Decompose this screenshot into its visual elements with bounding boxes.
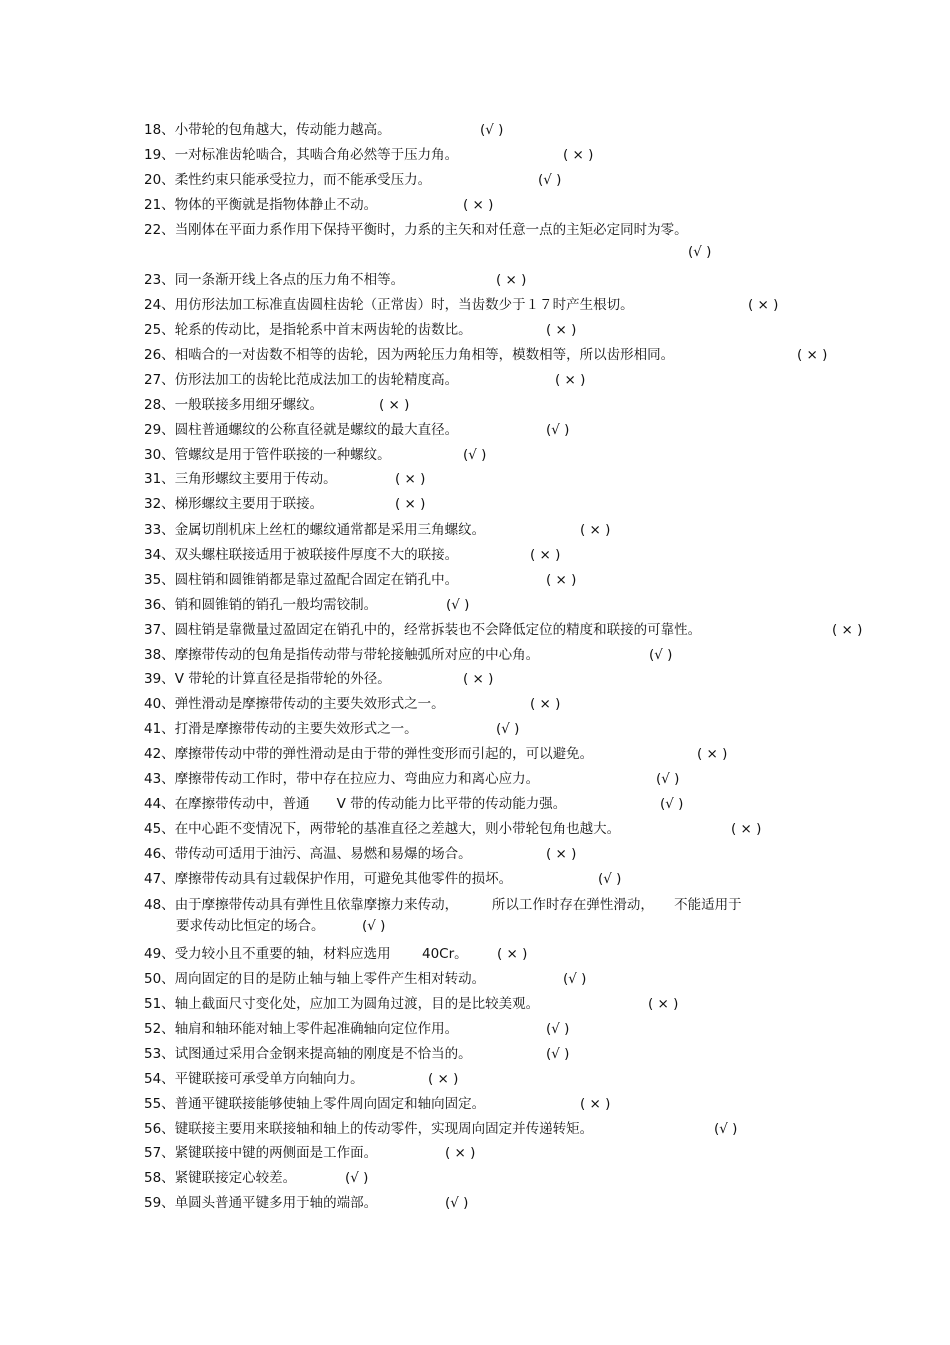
question-text: 轴上截面尺寸变化处，应加工为圆角过渡，目的是比较美观。 bbox=[174, 996, 540, 1012]
question-item bbox=[144, 421, 458, 439]
answer-mark: ( × ) bbox=[445, 1145, 476, 1161]
question-text: 普通平键联接能够使轴上零件周向固定和轴向固定。 bbox=[174, 1096, 486, 1112]
question-number: 31、 bbox=[144, 471, 175, 487]
question-item bbox=[144, 396, 323, 414]
question-item bbox=[144, 146, 458, 164]
question-text: 周向固定的目的是防止轴与轴上零件产生相对转动。 bbox=[174, 971, 486, 987]
question-number: 38、 bbox=[144, 647, 175, 663]
question-text: 圆柱普通螺纹的公称直径就是螺纹的最大直径。 bbox=[174, 422, 459, 438]
answer-mark: ( × ) bbox=[832, 622, 863, 638]
answer-mark: (√ ) bbox=[546, 422, 570, 438]
answer-mark: ( × ) bbox=[580, 522, 611, 538]
question-item bbox=[144, 470, 337, 488]
question-item bbox=[144, 1070, 364, 1088]
question-text: 摩擦带传动具有过载保护作用，可避免其他零件的损坏。 bbox=[174, 871, 513, 887]
question-text-continued: 要求传动比恒定的场合。 bbox=[176, 918, 325, 934]
question-text: 当刚体在平面力系作用下保持平衡时，力系的主矢和对任意一点的主矩必定同时为零。 bbox=[174, 222, 688, 238]
question-number: 46、 bbox=[144, 846, 175, 862]
question-text: 由于摩擦带传动具有弹性且依靠摩擦力来传动， 所以工作时存在弹性滑动， 不能适用于 bbox=[174, 897, 742, 913]
question-number: 40、 bbox=[144, 696, 175, 712]
question-text: 梯形螺纹主要用于联接。 bbox=[174, 496, 324, 512]
question-item bbox=[144, 995, 539, 1013]
question-number: 32、 bbox=[144, 496, 175, 512]
answer-mark: (√ ) bbox=[546, 1046, 570, 1062]
question-item bbox=[144, 870, 512, 888]
question-number: 48、 bbox=[144, 897, 175, 913]
answer-mark: (√ ) bbox=[688, 244, 712, 260]
question-text: 摩擦带传动工作时，带中存在拉应力、弯曲应力和离心应力。 bbox=[174, 771, 540, 787]
question-number: 44、 bbox=[144, 796, 175, 812]
question-item bbox=[144, 646, 539, 664]
answer-mark: ( × ) bbox=[546, 322, 577, 338]
question-number: 50、 bbox=[144, 971, 175, 987]
question-item bbox=[144, 495, 323, 513]
question-number: 34、 bbox=[144, 547, 175, 563]
question-text: 弹性滑动是摩擦带传动的主要失效形式之一。 bbox=[174, 696, 445, 712]
question-text: 物体的平衡就是指物体静止不动。 bbox=[174, 197, 378, 213]
question-number: 26、 bbox=[144, 347, 175, 363]
question-text: 带传动可适用于油污、高温、易燃和易爆的场合。 bbox=[174, 846, 472, 862]
question-number: 25、 bbox=[144, 322, 175, 338]
question-number: 27、 bbox=[144, 372, 175, 388]
question-number: 47、 bbox=[144, 871, 175, 887]
question-number: 49、 bbox=[144, 946, 175, 962]
question-item bbox=[144, 770, 539, 788]
question-number: 19、 bbox=[144, 147, 175, 163]
answer-mark: ( × ) bbox=[379, 397, 410, 413]
answer-mark: ( × ) bbox=[496, 272, 527, 288]
question-item bbox=[144, 296, 634, 314]
answer-mark: ( × ) bbox=[546, 572, 577, 588]
answer-mark: (√ ) bbox=[660, 796, 684, 812]
question-number: 28、 bbox=[144, 397, 175, 413]
question-number: 55、 bbox=[144, 1096, 175, 1112]
question-text: 相啮合的一对齿数不相等的齿轮，因为两轮压力角相等，模数相等，所以齿形相同。 bbox=[174, 347, 675, 363]
answer-mark: ( × ) bbox=[563, 147, 594, 163]
answer-mark: ( × ) bbox=[546, 846, 577, 862]
question-number: 39、 bbox=[144, 671, 175, 687]
answer-mark: ( × ) bbox=[530, 547, 561, 563]
question-item bbox=[144, 745, 593, 763]
answer-mark: ( × ) bbox=[748, 297, 779, 313]
answer-mark: ( × ) bbox=[697, 746, 728, 762]
question-text: 打滑是摩擦带传动的主要失效形式之一。 bbox=[174, 721, 418, 737]
question-number: 43、 bbox=[144, 771, 175, 787]
question-number: 54、 bbox=[144, 1071, 175, 1087]
question-text: 圆柱销和圆锥销都是靠过盈配合固定在销孔中。 bbox=[174, 572, 459, 588]
answer-mark: (√ ) bbox=[656, 771, 680, 787]
question-item bbox=[144, 196, 377, 214]
answer-mark: (√ ) bbox=[598, 871, 622, 887]
question-item bbox=[144, 795, 566, 813]
question-text: 用仿形法加工标准直齿圆柱齿轮（正常齿）时，当齿数少于１７时产生根切。 bbox=[174, 297, 634, 313]
question-number: 22、 bbox=[144, 222, 175, 238]
question-number: 56、 bbox=[144, 1121, 175, 1137]
question-text: 小带轮的包角越大，传动能力越高。 bbox=[174, 122, 391, 138]
question-text: 仿形法加工的齿轮比范成法加工的齿轮精度高。 bbox=[174, 372, 459, 388]
question-text: 销和圆锥销的销孔一般均需铰制。 bbox=[174, 597, 378, 613]
question-item bbox=[144, 596, 377, 614]
question-number: 41、 bbox=[144, 721, 175, 737]
answer-mark: (√ ) bbox=[463, 447, 487, 463]
question-item bbox=[144, 621, 701, 639]
question-number: 36、 bbox=[144, 597, 175, 613]
answer-mark: (√ ) bbox=[446, 597, 470, 613]
question-number: 42、 bbox=[144, 746, 175, 762]
question-text: 三角形螺纹主要用于传动。 bbox=[174, 471, 337, 487]
answer-mark: ( × ) bbox=[580, 1096, 611, 1112]
question-text: 摩擦带传动的包角是指传动带与带轮接触弧所对应的中心角。 bbox=[174, 647, 540, 663]
answer-mark: (√ ) bbox=[546, 1021, 570, 1037]
question-item bbox=[144, 820, 620, 838]
question-text: 紧键联接中键的两侧面是工作面。 bbox=[174, 1145, 378, 1161]
question-text: 双头螺柱联接适用于被联接件厚度不大的联接。 bbox=[174, 547, 459, 563]
question-item bbox=[144, 521, 485, 539]
answer-mark: ( × ) bbox=[530, 696, 561, 712]
question-item bbox=[144, 171, 431, 189]
question-item bbox=[144, 1120, 593, 1138]
question-item bbox=[144, 1020, 458, 1038]
question-number: 30、 bbox=[144, 447, 175, 463]
question-item bbox=[144, 346, 674, 364]
answer-mark: (√ ) bbox=[445, 1195, 469, 1211]
question-item bbox=[144, 546, 458, 564]
question-number: 37、 bbox=[144, 622, 175, 638]
question-number: 59、 bbox=[144, 1195, 175, 1211]
question-number: 29、 bbox=[144, 422, 175, 438]
question-number: 51、 bbox=[144, 996, 175, 1012]
question-item bbox=[144, 945, 468, 963]
question-text: 金属切削机床上丝杠的螺纹通常都是采用三角螺纹。 bbox=[174, 522, 486, 538]
answer-mark: ( × ) bbox=[463, 671, 494, 687]
question-text: 单圆头普通平键多用于轴的端部。 bbox=[174, 1195, 378, 1211]
question-item bbox=[144, 1144, 377, 1162]
question-number: 33、 bbox=[144, 522, 175, 538]
question-number: 18、 bbox=[144, 122, 175, 138]
question-item bbox=[144, 970, 485, 988]
question-number: 35、 bbox=[144, 572, 175, 588]
question-item bbox=[144, 1169, 296, 1187]
answer-mark: ( × ) bbox=[648, 996, 679, 1012]
question-text: 管螺纹是用于管件联接的一种螺纹。 bbox=[174, 447, 391, 463]
answer-mark: (√ ) bbox=[563, 971, 587, 987]
answer-mark: ( × ) bbox=[555, 372, 586, 388]
answer-mark: ( × ) bbox=[395, 471, 426, 487]
question-item bbox=[144, 720, 418, 738]
answer-mark: (√ ) bbox=[362, 918, 386, 934]
question-item bbox=[144, 371, 458, 389]
question-number: 53、 bbox=[144, 1046, 175, 1062]
answer-mark: ( × ) bbox=[497, 946, 528, 962]
question-number: 23、 bbox=[144, 272, 175, 288]
question-item bbox=[144, 221, 688, 239]
question-item bbox=[144, 1045, 472, 1063]
question-text: 在摩擦带传动中，普通 V 带的传动能力比平带的传动能力强。 bbox=[174, 796, 567, 812]
question-text: 柔性约束只能承受拉力，而不能承受压力。 bbox=[174, 172, 432, 188]
question-number: 45、 bbox=[144, 821, 175, 837]
question-text: 圆柱销是靠微量过盈固定在销孔中的，经常拆装也不会降低定位的精度和联接的可靠性。 bbox=[174, 622, 702, 638]
question-item bbox=[144, 271, 404, 289]
question-number: 20、 bbox=[144, 172, 175, 188]
answer-mark: ( × ) bbox=[797, 347, 828, 363]
answer-mark: ( × ) bbox=[428, 1071, 459, 1087]
question-text: 一般联接多用细牙螺纹。 bbox=[174, 397, 324, 413]
question-item bbox=[144, 321, 472, 339]
question-number: 58、 bbox=[144, 1170, 175, 1186]
question-text: 轴肩和轴环能对轴上零件起准确轴向定位作用。 bbox=[174, 1021, 459, 1037]
answer-mark: ( × ) bbox=[463, 197, 494, 213]
question-number: 21、 bbox=[144, 197, 175, 213]
answer-mark: (√ ) bbox=[496, 721, 520, 737]
question-item bbox=[144, 1194, 377, 1212]
question-text: 一对标准齿轮啮合，其啮合角必然等于压力角。 bbox=[174, 147, 459, 163]
question-item bbox=[144, 670, 391, 688]
answer-mark: ( × ) bbox=[395, 496, 426, 512]
question-text: 轮系的传动比，是指轮系中首末两齿轮的齿数比。 bbox=[174, 322, 472, 338]
question-item bbox=[144, 446, 391, 464]
question-text: 同一条渐开线上各点的压力角不相等。 bbox=[174, 272, 405, 288]
question-text: 键联接主要用来联接轴和轴上的传动零件，实现周向固定并传递转矩。 bbox=[174, 1121, 594, 1137]
question-item bbox=[144, 695, 445, 713]
question-number: 52、 bbox=[144, 1021, 175, 1037]
answer-mark: (√ ) bbox=[714, 1121, 738, 1137]
question-text: 试图通过采用合金钢来提高轴的刚度是不恰当的。 bbox=[174, 1046, 472, 1062]
question-item bbox=[144, 896, 742, 914]
answer-mark: (√ ) bbox=[480, 122, 504, 138]
question-number: 57、 bbox=[144, 1145, 175, 1161]
question-item bbox=[144, 1095, 485, 1113]
question-text: 摩擦带传动中带的弹性滑动是由于带的弹性变形而引起的，可以避免。 bbox=[174, 746, 594, 762]
question-text: 受力较小且不重要的轴，材料应选用 40Cr。 bbox=[174, 946, 468, 962]
answer-mark: (√ ) bbox=[345, 1170, 369, 1186]
question-text: 紧键联接定心较差。 bbox=[174, 1170, 297, 1186]
answer-mark: ( × ) bbox=[731, 821, 762, 837]
question-item bbox=[144, 571, 458, 589]
question-text: 平键联接可承受单方向轴向力。 bbox=[174, 1071, 364, 1087]
question-item bbox=[144, 845, 472, 863]
question-number: 24、 bbox=[144, 297, 175, 313]
question-text: V 带轮的计算直径是指带轮的外径。 bbox=[174, 671, 391, 687]
question-item bbox=[144, 121, 391, 139]
question-text: 在中心距不变情况下，两带轮的基准直径之差越大，则小带轮包角也越大。 bbox=[174, 821, 621, 837]
answer-mark: (√ ) bbox=[649, 647, 673, 663]
answer-mark: (√ ) bbox=[538, 172, 562, 188]
